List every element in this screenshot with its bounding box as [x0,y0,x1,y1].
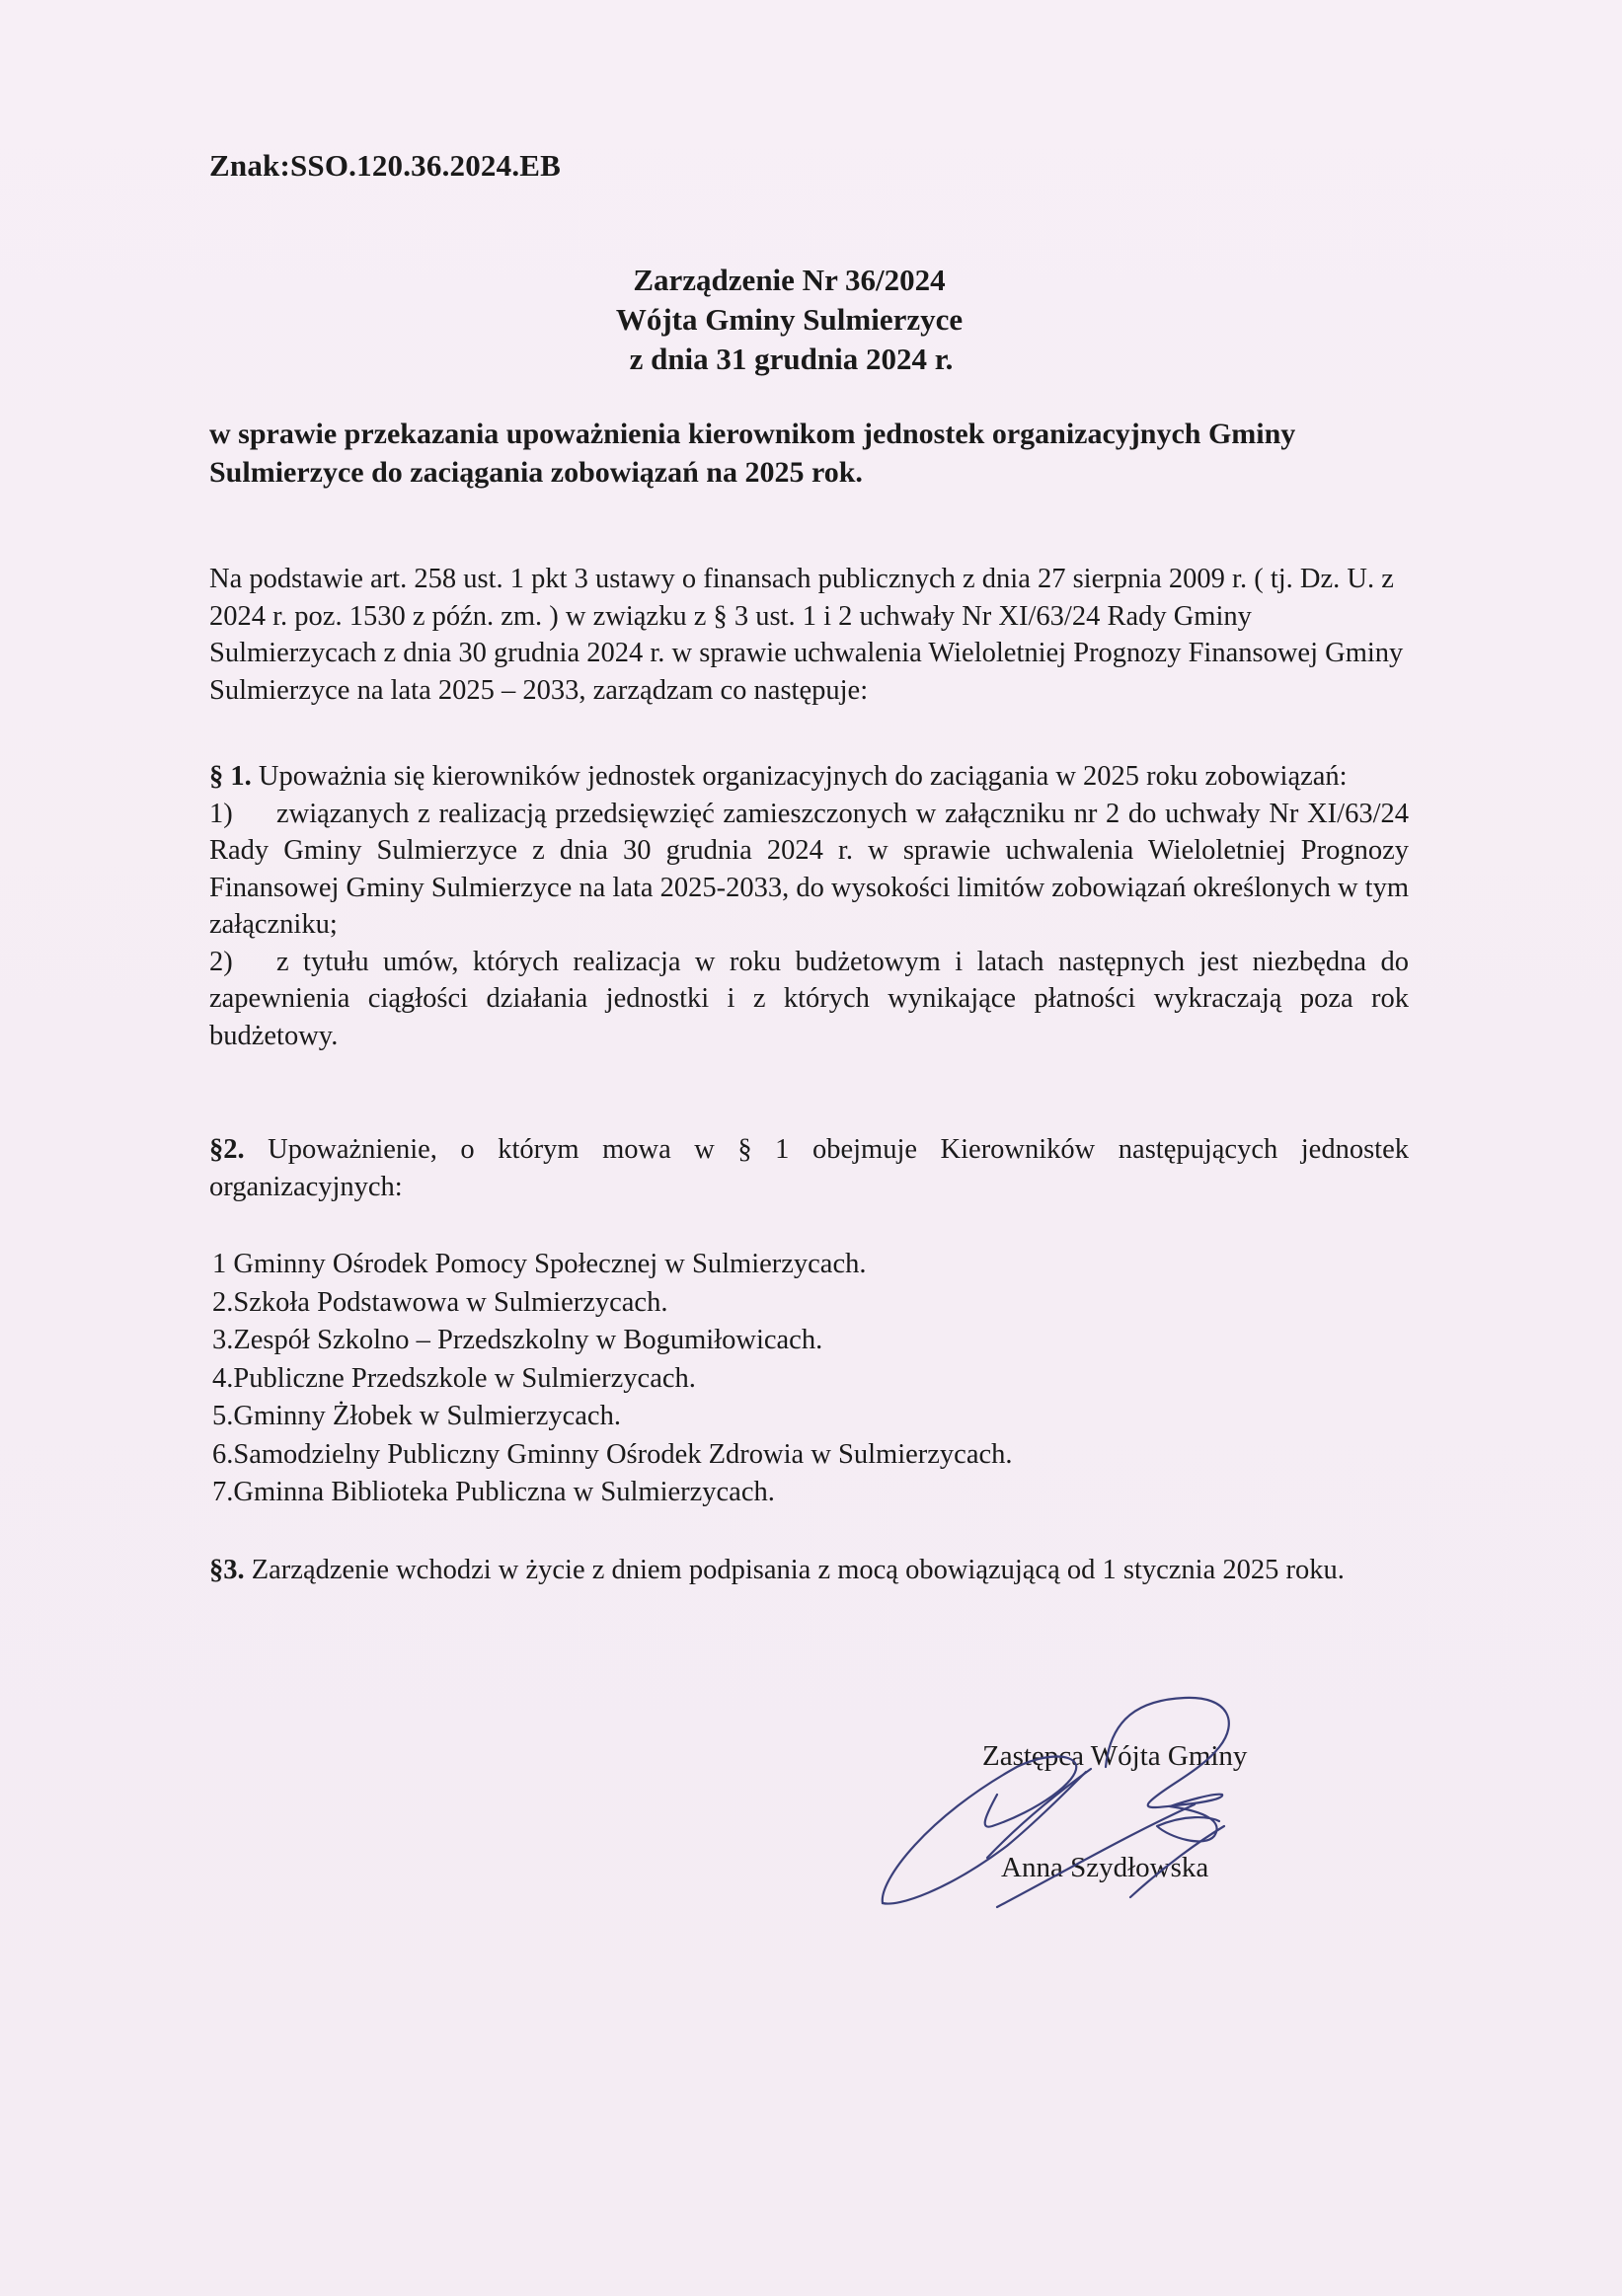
title-line-ordinance-number: Zarządzenie Nr 36/2024 [633,263,946,297]
section-1-item [209,796,1409,944]
title-line-date: z dnia 31 grudnia 2024 r. [629,342,954,376]
handwritten-signature [869,1678,1313,1935]
organizational-units-list [212,1246,1013,1512]
list-item: 5.Gminny Żłobek w Sulmierzycach. [212,1401,621,1431]
section-1 [209,758,1409,1054]
list-item: 1 Gminny Ośrodek Pomocy Społecznej w Sulmierzycach. [212,1249,867,1279]
document-reference: Znak:SSO.120.36.2024.EB [209,148,562,183]
section-2 [209,1131,1409,1205]
signatory-title: Zastępca Wójta Gminy [982,1740,1248,1772]
list-item: 6.Samodzielny Publiczny Gminny Ośrodek Zdrowia w Sulmierzycach. [212,1438,1013,1470]
item-number: 1) [209,798,233,829]
section-2-mark: §2. [209,1134,245,1165]
item-number: 2) [209,946,233,977]
section-1-mark: § 1. [209,761,252,792]
list-item: 2.Szkoła Podstawowa w Sulmierzycach. [212,1286,668,1318]
section-1-text: Upoważnia się kierowników jednostek organizacyjnych do zaciągania w 2025 roku zobowiązań: [251,761,1348,792]
section-3-mark: §3. [209,1555,245,1585]
section-1-item [209,944,1409,1055]
list-item: 7.Gminna Biblioteka Publiczna w Sulmierzycach. [212,1477,775,1507]
legal-basis-paragraph: Na podstawie art. 258 ust. 1 pkt 3 ustawy o finansach publicznych z dnia 27 sierpnia 2009 r. ( tj. Dz. U. z 2024 r. poz. 1530 z późn. zm. ) w związku z § 3 ust. 1 i 2 uchwały Nr XI/63/24 Rady Gminy Sulmierzycach z dnia 30 grudnia 2024 r. w sprawie uchwalenia Wieloletniej Prognozy Finansowej Gminy Sulmierzyce na lata 2025 – 2033, zarządzam co następuje: [209,564,1404,706]
title-line-issuer: Wójta Gminy Sulmierzyce [615,302,964,337]
section-3-text: Zarządzenie wchodzi w życie z dniem podpisania z mocą obowiązującą od 1 stycznia 2025 roku. [244,1555,1345,1585]
signature-stroke [1106,1698,1229,1842]
signatory-name: Anna Szydłowska [1001,1852,1209,1883]
document-subject: w sprawie przekazania upoważnienia kierownikom jednostek organizacyjnych Gminy Sulmierzyce do zaciągania zobowiązań na 2025 rok. [209,418,1296,489]
list-item: 3.Zespół Szkolno – Przedszkolny w Bogumiłowicach. [212,1325,823,1355]
signature-stroke [883,1772,1086,1904]
section-3 [209,1552,1409,1589]
document-title [0,261,1622,379]
list-item: 4.Publiczne Przedszkole w Sulmierzycach. [212,1362,696,1394]
item-text: z tytułu umów, których realizacja w roku budżetowym i latach następnych jest niezbędna do zapewnienia ciągłości działania jednostki i z których wynikające płatności wykraczają poza rok budżetowy. [209,946,1409,1051]
item-text: związanych z realizacją przedsięwzięć zamieszczonych w załączniku nr 2 do uchwały Nr XI/63/24 Rady Gminy Sulmierzyce z dnia 30 grudnia 2024 r. w sprawie uchwalenia Wieloletniej Prognozy Finansowej Gminy Sulmierzyce na lata 2025-2033, do wysokości limitów zobowiązań określonych w tym załączniku; [209,798,1409,940]
section-2-text: Upoważnienie, o którym mowa w § 1 obejmuje Kierowników następujących jednostek organizacyjnych: [209,1134,1409,1202]
